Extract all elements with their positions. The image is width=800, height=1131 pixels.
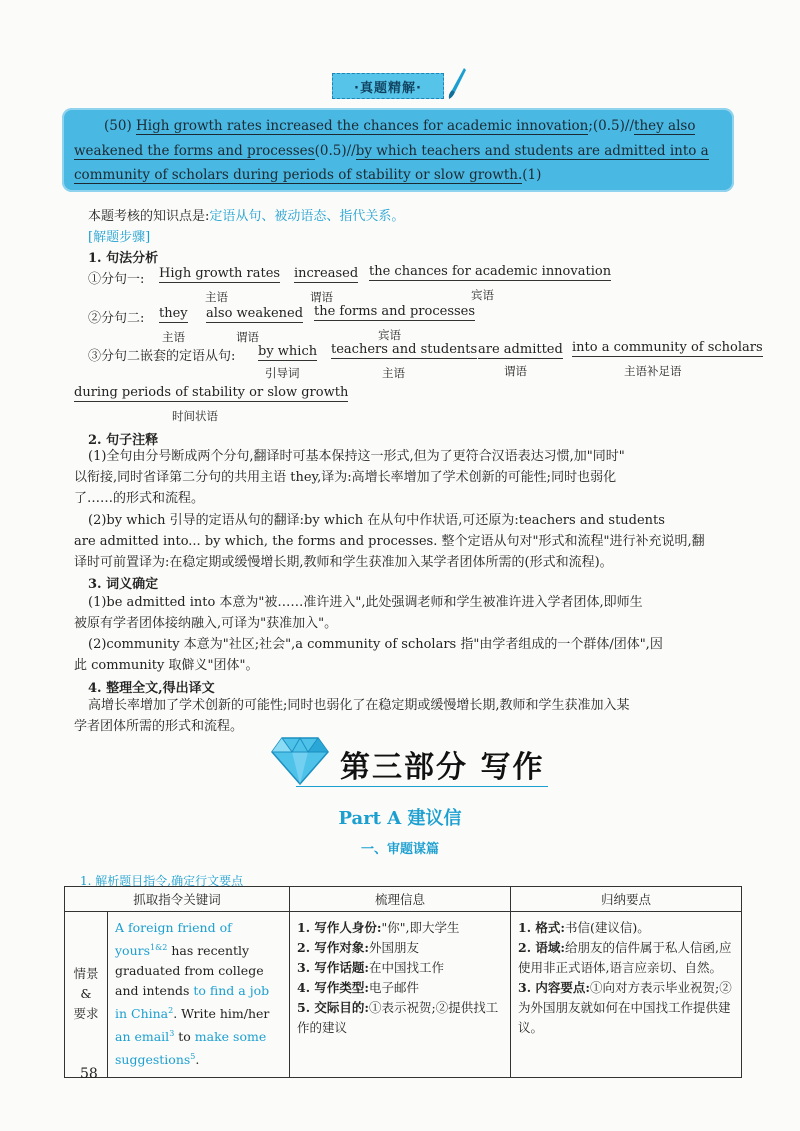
question-line-2: weakened the forms and processes(0.5)//by which teachers and students are admitted into a — [74, 143, 709, 159]
row-label: 情景 & 要求 — [65, 912, 108, 1078]
list-item: 1. 写作人身份:"你",即大学生 — [297, 920, 460, 935]
list-item: 1. 格式:书信(建议信)。 — [518, 920, 650, 935]
clause-2-verb: also weakened — [206, 306, 304, 321]
section-2-title: 2. 句子注释 — [88, 433, 159, 448]
clause-1-verb: increased — [294, 266, 359, 281]
clause-3-adverbial: during periods of stability or slow growth — [74, 385, 349, 400]
section-3-title: 3. 词义确定 — [88, 577, 159, 592]
label-object: 宾语 — [471, 288, 494, 302]
clause-3-verb: are admitted — [478, 342, 563, 357]
section-2-para-1: (1)全句由分号断成两个分句,翻译时可基本保持这一形式,但为了更符合汉语表达习惯,加"同时" 以衔接,同时省译第二分句的共用主语 they,译为:高增长率增加了学术创新的可能性;同时也弱化 了……的形式和流程。 — [74, 449, 625, 506]
clause-2-object: the forms and processes — [314, 304, 476, 319]
header-keywords: 抓取指令关键词 — [65, 887, 290, 912]
points-cell — [511, 912, 742, 1078]
section-3-para-2: (2)community 本意为"社区;社会",a community of scholars 指"由学者组成的一个群体/团体",因 此 community 取僻义"团体"。 — [74, 637, 663, 673]
clause-3-prefix: ③分句二嵌套的定语从句: — [88, 349, 236, 364]
analysis-table — [64, 886, 742, 1078]
part-three-title: 第三部分 写作 — [340, 750, 545, 785]
header-info: 梳理信息 — [290, 887, 511, 912]
knowledge-points: 本题考核的知识点是:定语从句、被动语态、指代关系。 — [88, 209, 405, 224]
label-object: 宾语 — [378, 328, 401, 342]
brush-icon — [446, 66, 468, 100]
header-points: 归纳要点 — [511, 887, 742, 912]
section-2-para-2: (2)by which 引导的定语从句的翻译:by which 在从句中作状语,可还原为:teachers and students are admitted into... by which, the forms and processes. 整个定语从句对"形式和流程"进行补充说明,翻 译时可前置译为:在稳定期或缓慢增长期,教师和学生获准加入某学者团体所需的(形式和流程)。 — [74, 513, 705, 570]
clause-3-relative: by which — [258, 344, 318, 359]
question-line-1: (50) High growth rates increased the chances for academic innovation;(0.5)//they also — [104, 118, 696, 134]
question-box — [62, 108, 734, 192]
list-item: 2. 语域:给朋友的信件属于私人信函,应使用非正式语体,语言应亲切、自然。 — [518, 940, 732, 975]
list-item: 2. 写作对象:外国朋友 — [297, 940, 420, 955]
clause-1-object: the chances for academic innovation — [369, 264, 612, 279]
clause-2-subject: they — [159, 306, 188, 321]
diamond-icon — [270, 734, 330, 786]
question-line-3: community of scholars during periods of stability or slow growth.(1) — [74, 167, 542, 183]
section-4-para: 高增长率增加了学术创新的可能性;同时也弱化了在稳定期或缓慢增长期,教师和学生获准加入某 学者团体所需的形式和流程。 — [74, 698, 630, 734]
label-subject: 主语 — [162, 330, 185, 344]
list-item: 3. 内容要点:①向对方表示毕业祝贺;②为外国朋友就如何在中国找工作提供建议。 — [518, 980, 732, 1035]
section-tag: ·真题精解· — [332, 73, 444, 99]
label-adverbial: 时间状语 — [172, 409, 218, 423]
list-item: 5. 交际目的:①表示祝贺;②提供找工作的建议 — [297, 1000, 499, 1035]
list-item: 4. 写作类型:电子邮件 — [297, 980, 420, 995]
label-complement: 主语补足语 — [624, 364, 682, 378]
clause-3-complement: into a community of scholars — [572, 340, 763, 355]
title-divider — [296, 786, 548, 787]
label-subject: 主语 — [382, 366, 405, 380]
clause-2-prefix: ②分句二: — [88, 311, 145, 326]
section-3-para-1: (1)be admitted into 本意为"被……准许进入",此处强调老师和学生被准许进入学者团体,即师生 被原有学者团体接纳融入,可译为"获准加入"。 — [74, 595, 643, 631]
steps-label: [解题步骤] — [88, 230, 151, 245]
table-caption: 1. 解析题目指令,确定行文要点 — [80, 874, 244, 888]
subsection-title: 一、审题谋篇 — [360, 842, 439, 857]
label-predicate: 谓语 — [504, 364, 527, 378]
part-a-title: Part A 建议信 — [338, 808, 462, 829]
label-predicate: 谓语 — [310, 290, 333, 304]
label-subject: 主语 — [205, 290, 228, 304]
list-item: 3. 写作话题:在中国找工作 — [297, 960, 445, 975]
keywords-cell: A foreign friend of yours$^{1\&2}$ has recently graduated from college and intends to find a job in China$^2$. Write him/her an email$^3$ to make some suggestions$^5$. — [108, 912, 290, 1078]
label-predicate: 谓语 — [236, 330, 259, 344]
table-row — [65, 912, 742, 1078]
section-1-title: 1. 句法分析 — [88, 251, 159, 266]
page-number: 58 — [80, 1066, 98, 1082]
info-cell — [290, 912, 511, 1078]
label-relative: 引导词 — [265, 366, 300, 380]
clause-1-subject: High growth rates — [159, 266, 281, 281]
table-header-row — [65, 887, 742, 912]
section-4-title: 4. 整理全文,得出译文 — [88, 681, 215, 696]
clause-1-prefix: ①分句一: — [88, 272, 145, 287]
clause-3-subject: teachers and students — [331, 342, 478, 357]
